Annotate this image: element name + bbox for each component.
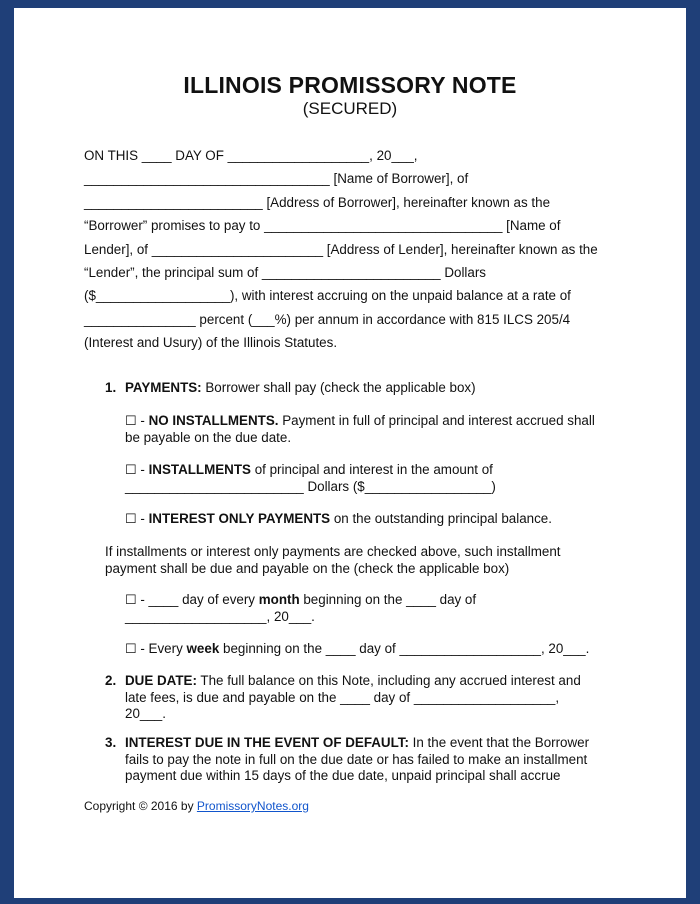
section-heading: PAYMENTS: — [125, 380, 202, 395]
section-text: Borrower shall pay (check the applicable box) — [201, 380, 476, 395]
section-text: late fees, is due and payable on the ____ day of ___________________, — [125, 689, 560, 705]
section-number: 2. — [105, 673, 117, 688]
section-heading: INTEREST DUE IN THE EVENT OF DEFAULT: — [125, 735, 409, 750]
option-text: of principal and interest in the amount of — [250, 462, 493, 477]
option-interest-only — [125, 511, 552, 528]
option-monthly — [125, 592, 476, 625]
option-dash: - — [136, 413, 149, 428]
section-payments-heading — [125, 380, 476, 397]
section-number: 3. — [105, 735, 117, 750]
option-text: Payment in full of principal and interest accrued shall — [278, 413, 595, 428]
section-heading: DUE DATE: — [125, 673, 197, 688]
section-text: In the event that the Borrower — [408, 735, 590, 750]
option-text: ___________________, 20___. — [125, 608, 315, 624]
option-dash: - — [136, 462, 149, 477]
section-interest-default — [125, 735, 589, 785]
checkbox-interest-only[interactable]: ☐ — [125, 511, 137, 526]
option-text: - ____ day of every — [136, 592, 259, 607]
intro-line: ON THIS ____ DAY OF ___________________, 20___, — [84, 148, 418, 163]
copyright-footer — [84, 799, 309, 813]
option-label: week — [186, 641, 220, 656]
document-title: ILLINOIS PROMISSORY NOTE — [183, 72, 517, 98]
section-text: fails to pay the note in full on the due date or has failed to make an installment — [125, 751, 588, 767]
option-label: month — [258, 592, 300, 607]
instruction-line: If installments or interest only payments are checked above, such installment — [105, 544, 561, 559]
document-page — [14, 8, 686, 898]
instruction-line: payment shall be due and payable on the (check the applicable box) — [105, 560, 510, 576]
option-label: INSTALLMENTS — [148, 462, 251, 477]
checkbox-installments[interactable]: ☐ — [125, 462, 137, 477]
intro-paragraph — [84, 144, 644, 355]
section-text: The full balance on this Note, including any accrued interest and — [196, 673, 581, 688]
option-label: INTEREST ONLY PAYMENTS — [148, 511, 331, 526]
intro-line: ________________________ [Address of Borrower], hereinafter known as the — [84, 194, 551, 210]
option-no-installments — [125, 413, 595, 446]
intro-line: ($__________________), with interest accruing on the unpaid balance at a rate of — [84, 288, 571, 304]
option-text: ________________________ Dollars ($_________________) — [125, 478, 496, 494]
website-link[interactable]: PromissoryNotes.org — [196, 799, 309, 813]
payment-schedule-instructions — [105, 544, 561, 577]
option-text: beginning on the ____ day of ___________________, 20___. — [219, 641, 590, 656]
checkbox-weekly[interactable]: ☐ — [125, 641, 137, 656]
option-text: on the outstanding principal balance. — [330, 511, 552, 526]
intro-line: (Interest and Usury) of the Illinois Statutes. — [84, 335, 338, 351]
section-due-date — [125, 673, 581, 723]
option-weekly — [125, 641, 589, 658]
option-dash: - — [136, 511, 149, 526]
option-installments — [125, 462, 496, 495]
section-text: 20___. — [125, 706, 166, 721]
option-text: be payable on the due date. — [125, 429, 292, 445]
intro-line: _________________________________ [Name of Borrower], of — [84, 171, 469, 187]
intro-line: _______________ percent (___%) per annum in accordance with 815 ILCS 205/4 — [84, 311, 571, 327]
option-label: NO INSTALLMENTS. — [148, 413, 279, 428]
option-text: - Every — [136, 641, 187, 656]
option-text: beginning on the ____ day of — [299, 592, 477, 607]
document-subtitle: (SECURED) — [302, 99, 398, 118]
section-number: 1. — [105, 380, 117, 395]
checkbox-no-installments[interactable]: ☐ — [125, 413, 137, 428]
section-text: payment due within 15 days of the due date, unpaid principal shall accrue — [125, 768, 561, 783]
intro-line: “Lender”, the principal sum of ________________________ Dollars — [84, 265, 487, 281]
intro-line: Lender], of _______________________ [Address of Lender], hereinafter known as the — [84, 241, 598, 257]
intro-line: “Borrower” promises to pay to ________________________________ [Name of — [84, 218, 561, 234]
copyright-text: Copyright © 2016 by — [84, 799, 197, 813]
checkbox-monthly[interactable]: ☐ — [125, 592, 137, 607]
